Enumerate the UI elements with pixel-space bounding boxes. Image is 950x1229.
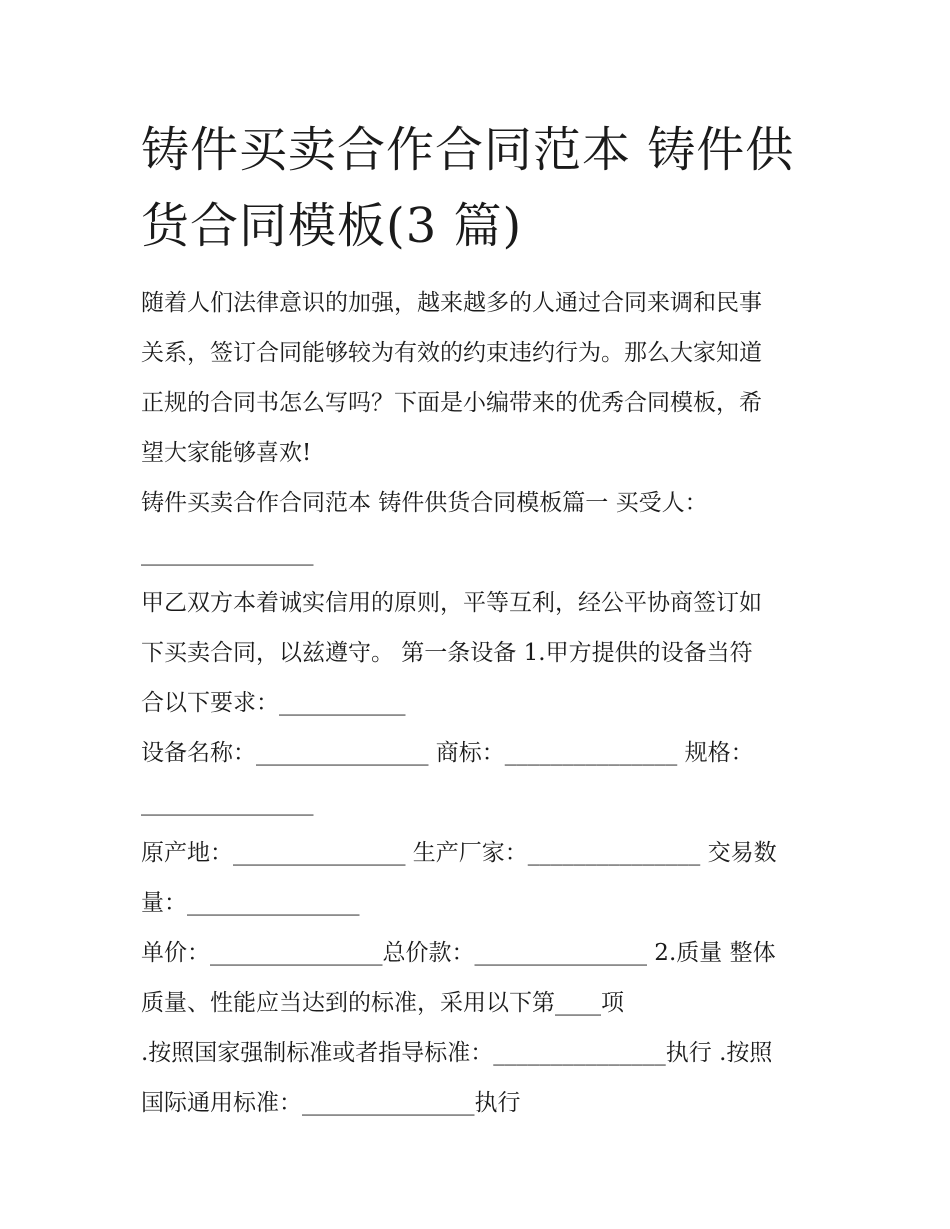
body-line: .按照国家强制标准或者指导标准：_______________执行 .按照 [141, 1040, 773, 1066]
body-line: 下买卖合同，以兹遵守。 第一条设备 1.甲方提供的设备当符 [141, 640, 753, 666]
body-line: 设备名称：_______________ 商标：_______________ 规格： [141, 740, 754, 766]
body-line: _______________ [141, 790, 314, 816]
body-line: 质量、性能应当达到的标准，采用以下第____项 [141, 990, 624, 1016]
body-line: _______________ [141, 540, 314, 566]
body-line: 关系，签订合同能够较为有效的约束违约行为。那么大家知道 [141, 340, 762, 366]
body-line: 单价：_______________总价款：_______________ 2.质量 整体 [141, 940, 776, 966]
body-line: 甲乙双方本着诚实信用的原则，平等互利，经公平协商签订如 [141, 590, 762, 616]
document-body [141, 278, 813, 1128]
document-page [141, 112, 813, 1128]
body-line: 望大家能够喜欢! [141, 440, 312, 466]
document-title [141, 112, 813, 264]
body-line: 合以下要求：___________ [141, 690, 406, 716]
body-line: 原产地：_______________ 生产厂家：_______________ 交易数 [141, 840, 777, 866]
body-line: 铸件买卖合作合同范本 铸件供货合同模板篇一 买受人： [141, 490, 708, 516]
title-line: 货合同模板(3 篇) [141, 198, 523, 254]
body-line: 国际通用标准：_______________执行 [141, 1090, 521, 1116]
body-line: 随着人们法律意识的加强，越来越多的人通过合同来调和民事 [141, 290, 762, 316]
body-line: 正规的合同书怎么写吗？下面是小编带来的优秀合同模板，希 [141, 390, 762, 416]
body-line: 量：_______________ [141, 890, 360, 916]
title-line: 铸件买卖合作合同范本 铸件供 [141, 122, 795, 178]
